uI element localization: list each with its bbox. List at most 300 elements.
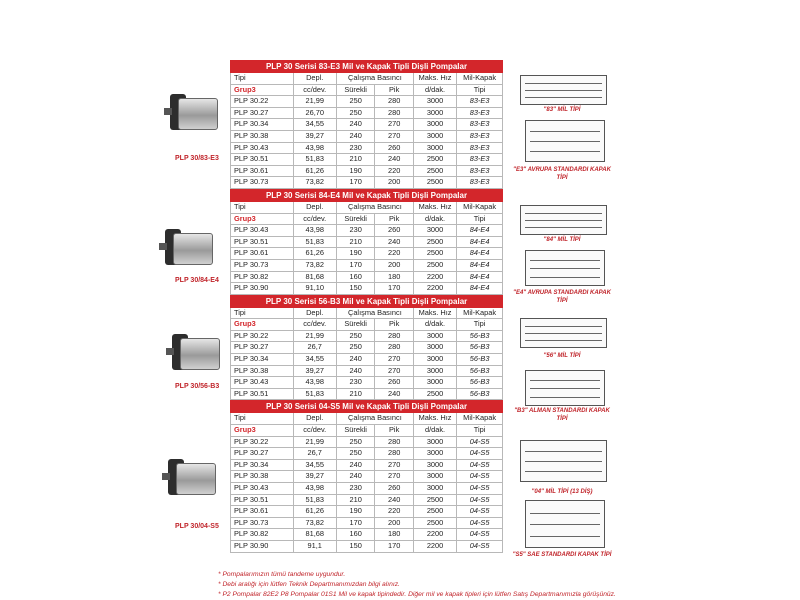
pump-label: PLP 30/56-B3 — [175, 383, 220, 390]
table-cell: 2500 — [413, 388, 456, 400]
dimension-line — [530, 380, 600, 381]
dimension-line — [525, 213, 602, 214]
table-cell: 3000 — [413, 342, 456, 354]
table-cell: 61,26 — [293, 506, 336, 518]
dimension-line — [530, 397, 600, 398]
table-cell: 56-B3 — [457, 365, 503, 377]
column-header: Maks. Hız — [413, 73, 456, 85]
table-cell: PLP 30.43 — [231, 142, 294, 154]
table-cell: PLP 30.61 — [231, 248, 294, 260]
sub-header: cc/dev. — [293, 213, 336, 225]
table-cell: PLP 30.27 — [231, 342, 294, 354]
table-cell: PLP 30.61 — [231, 165, 294, 177]
table-cell: 56-B3 — [457, 388, 503, 400]
table-cell: PLP 30.43 — [231, 483, 294, 495]
dimension-line — [530, 536, 600, 537]
table-cell: 3000 — [413, 330, 456, 342]
table-row — [231, 283, 503, 295]
section-title: PLP 30 Serisi 83-E3 Mil ve Kapak Tipli Dişli Pompalar — [231, 61, 503, 73]
table-row — [231, 342, 503, 354]
table-cell: 91,10 — [293, 283, 336, 295]
table-row — [231, 236, 503, 248]
table-row — [231, 388, 503, 400]
table-cell: 26,70 — [293, 107, 336, 119]
pump-body — [178, 98, 218, 130]
sub-header: d/dak. — [413, 84, 456, 96]
shaft-drawing — [520, 440, 607, 482]
sub-header: Grup3 — [231, 84, 294, 96]
table-cell: 170 — [336, 259, 375, 271]
table-cell: 260 — [375, 142, 414, 154]
table-cell: PLP 30.51 — [231, 388, 294, 400]
sub-header: Pik — [375, 84, 414, 96]
table-cell: PLP 30.38 — [231, 130, 294, 142]
drawing-caption: "56" MİL TİPİ — [543, 353, 581, 359]
note: * P2 Pompalar 82E2 P8 Pompalar 01S1 Mil ve kapak tipindedir. Diğer mil ve kapak tipleri için lütfen Satış Departmanımızla görüşünüz. — [218, 591, 616, 598]
sub-header: cc/dev. — [293, 319, 336, 331]
table-cell: 56-B3 — [457, 342, 503, 354]
table-cell: 240 — [336, 459, 375, 471]
dimension-line — [525, 461, 602, 462]
dimension-line — [525, 220, 602, 221]
drawing-caption: "B3" ALMAN STANDARDI KAPAK TİPİ — [514, 408, 610, 422]
shaft — [159, 243, 167, 250]
table-cell: 230 — [336, 225, 375, 237]
pump-photo — [172, 330, 224, 376]
table-cell: 73,82 — [293, 177, 336, 189]
table-cell: 230 — [336, 377, 375, 389]
table-cell: 83-E3 — [457, 130, 503, 142]
column-header: Depl. — [293, 413, 336, 425]
table-cell: 34,55 — [293, 354, 336, 366]
table-row — [231, 436, 503, 448]
note: * Pompalarımızın tümü tandeme uygundur. — [218, 571, 346, 578]
table-cell: 43,98 — [293, 483, 336, 495]
dimension-line — [525, 326, 602, 327]
drawing-caption: "84" MİL TİPİ — [543, 237, 581, 243]
table-cell: 150 — [336, 283, 375, 295]
table-cell: 83-E3 — [457, 142, 503, 154]
table-cell: PLP 30.90 — [231, 540, 294, 552]
table-cell: 83-E3 — [457, 177, 503, 189]
table-cell: 210 — [336, 494, 375, 506]
table-row — [231, 459, 503, 471]
table-cell: 2500 — [413, 236, 456, 248]
table-cell: 43,98 — [293, 225, 336, 237]
table-row — [231, 130, 503, 142]
table-cell: 2500 — [413, 259, 456, 271]
dimension-line — [525, 340, 602, 341]
table-cell: 04-S5 — [457, 448, 503, 460]
table-cell: 190 — [336, 165, 375, 177]
sub-header: d/dak. — [413, 425, 456, 437]
table-cell: 260 — [375, 483, 414, 495]
table-cell: 160 — [336, 271, 375, 283]
pump-label: PLP 30/84-E4 — [175, 277, 219, 284]
column-header: Mil-Kapak — [457, 413, 503, 425]
table-cell: 04-S5 — [457, 471, 503, 483]
shaft — [166, 348, 174, 355]
table-cell: 56-B3 — [457, 354, 503, 366]
table-cell: 3000 — [413, 377, 456, 389]
table-cell: 83-E3 — [457, 107, 503, 119]
table-cell: 200 — [375, 177, 414, 189]
column-header: Depl. — [293, 201, 336, 213]
dimension-line — [530, 277, 600, 278]
table-cell: 170 — [375, 540, 414, 552]
drawing-caption: "E4" AVRUPA STANDARDI KAPAK TİPİ — [513, 290, 611, 304]
table-cell: 280 — [375, 107, 414, 119]
table-cell: PLP 30.51 — [231, 494, 294, 506]
table-row — [231, 354, 503, 366]
table-row — [231, 248, 503, 260]
table-cell: PLP 30.27 — [231, 107, 294, 119]
table-cell: 2200 — [413, 540, 456, 552]
dimension-line — [525, 90, 602, 91]
column-header: Tipi — [231, 307, 294, 319]
pump-photo — [165, 225, 217, 271]
sub-header: cc/dev. — [293, 84, 336, 96]
column-header: Mil-Kapak — [457, 307, 503, 319]
table-cell: PLP 30.43 — [231, 225, 294, 237]
shaft-drawing — [520, 205, 607, 235]
table-row — [231, 154, 503, 166]
table-cell: 170 — [336, 177, 375, 189]
dimension-line — [530, 268, 600, 269]
cover-drawing — [525, 250, 605, 286]
table-cell: 84-E4 — [457, 225, 503, 237]
table-cell: 39,27 — [293, 365, 336, 377]
table-cell: 280 — [375, 436, 414, 448]
table-cell: 3000 — [413, 459, 456, 471]
table-cell: 3000 — [413, 96, 456, 108]
table-cell: PLP 30.22 — [231, 436, 294, 448]
table-cell: PLP 30.34 — [231, 459, 294, 471]
table-row — [231, 377, 503, 389]
table-cell: 280 — [375, 330, 414, 342]
table-row — [231, 119, 503, 131]
table-row — [231, 517, 503, 529]
table-cell: 51,83 — [293, 154, 336, 166]
table-cell: 2500 — [413, 494, 456, 506]
table-cell: 04-S5 — [457, 436, 503, 448]
table-cell: 250 — [336, 448, 375, 460]
sub-header: Sürekli — [336, 319, 375, 331]
table-cell: 180 — [375, 529, 414, 541]
table-cell: 220 — [375, 248, 414, 260]
table-cell: PLP 30.38 — [231, 365, 294, 377]
table-cell: 2200 — [413, 283, 456, 295]
dimension-line — [530, 151, 600, 152]
table-cell: 250 — [336, 330, 375, 342]
table-cell: 3000 — [413, 354, 456, 366]
table-cell: 3000 — [413, 119, 456, 131]
table-cell: PLP 30.73 — [231, 177, 294, 189]
dimension-line — [530, 513, 600, 514]
table-cell: 190 — [336, 248, 375, 260]
table-cell: 04-S5 — [457, 506, 503, 518]
table-cell: 26,7 — [293, 448, 336, 460]
sub-header: cc/dev. — [293, 425, 336, 437]
table-cell: 3000 — [413, 225, 456, 237]
table-cell: 240 — [375, 494, 414, 506]
table-cell: 270 — [375, 471, 414, 483]
table-cell: 170 — [336, 517, 375, 529]
section-title: PLP 30 Serisi 04-S5 Mil ve Kapak Tipli Dişli Pompalar — [231, 401, 503, 413]
table-cell: 230 — [336, 483, 375, 495]
table-cell: 260 — [375, 377, 414, 389]
column-header: Mil-Kapak — [457, 201, 503, 213]
column-header: Çalışma Basıncı — [336, 201, 413, 213]
section-title: PLP 30 Serisi 84-E4 Mil ve Kapak Tipli Dişli Pompalar — [231, 189, 503, 201]
table-cell: PLP 30.34 — [231, 354, 294, 366]
table-cell: 26,7 — [293, 342, 336, 354]
table-cell: 240 — [336, 119, 375, 131]
spec-table — [230, 295, 503, 401]
table-cell: PLP 30.51 — [231, 236, 294, 248]
cover-drawing — [525, 370, 605, 406]
table-cell: 83-E3 — [457, 96, 503, 108]
table-cell: 83-E3 — [457, 119, 503, 131]
table-row — [231, 448, 503, 460]
table-cell: 2500 — [413, 177, 456, 189]
dimension-line — [530, 141, 600, 142]
column-header: Depl. — [293, 307, 336, 319]
section-title: PLP 30 Serisi 56-B3 Mil ve Kapak Tipli Dişli Pompalar — [231, 295, 503, 307]
table-cell: 150 — [336, 540, 375, 552]
spec-tables — [230, 60, 503, 553]
sub-header: Sürekli — [336, 84, 375, 96]
table-cell: 200 — [375, 259, 414, 271]
dimension-line — [525, 471, 602, 472]
table-cell: 2200 — [413, 529, 456, 541]
table-cell: 34,55 — [293, 119, 336, 131]
table-cell: 39,27 — [293, 471, 336, 483]
shaft — [164, 108, 172, 115]
sub-header: Tipi — [457, 84, 503, 96]
shaft-drawing — [520, 75, 607, 105]
spec-table — [230, 400, 503, 552]
note: * Debi aralığı için lütfen Teknik Departmanımızdan bilgi alınız. — [218, 581, 400, 588]
table-cell: 3000 — [413, 448, 456, 460]
table-cell: 51,83 — [293, 388, 336, 400]
table-cell: 21,99 — [293, 436, 336, 448]
table-cell: 61,26 — [293, 248, 336, 260]
sub-header: Grup3 — [231, 425, 294, 437]
sub-header: Tipi — [457, 319, 503, 331]
table-cell: 160 — [336, 529, 375, 541]
table-cell: 250 — [336, 107, 375, 119]
table-cell: 2500 — [413, 506, 456, 518]
sub-header: Grup3 — [231, 213, 294, 225]
table-cell: 81,68 — [293, 529, 336, 541]
column-header: Çalışma Basıncı — [336, 413, 413, 425]
table-cell: 270 — [375, 130, 414, 142]
table-cell: PLP 30.61 — [231, 506, 294, 518]
table-row — [231, 107, 503, 119]
dimension-line — [525, 83, 602, 84]
table-cell: PLP 30.73 — [231, 259, 294, 271]
table-cell: PLP 30.51 — [231, 154, 294, 166]
table-cell: 73,82 — [293, 517, 336, 529]
table-cell: 3000 — [413, 107, 456, 119]
sub-header: Sürekli — [336, 425, 375, 437]
table-cell: 39,27 — [293, 130, 336, 142]
table-row — [231, 506, 503, 518]
table-cell: 21,99 — [293, 96, 336, 108]
drawing-caption: "83" MİL TİPİ — [543, 107, 581, 113]
table-cell: 56-B3 — [457, 330, 503, 342]
table-cell: 43,98 — [293, 377, 336, 389]
table-cell: 51,83 — [293, 236, 336, 248]
table-cell: PLP 30.90 — [231, 283, 294, 295]
drawing-caption: "S5" SAE STANDARDI KAPAK TİPİ — [512, 552, 612, 558]
column-header: Mil-Kapak — [457, 73, 503, 85]
table-cell: 280 — [375, 448, 414, 460]
pump-label: PLP 30/04-S5 — [175, 523, 219, 530]
table-cell: 84-E4 — [457, 248, 503, 260]
table-cell: 04-S5 — [457, 517, 503, 529]
table-row — [231, 177, 503, 189]
table-cell: 84-E4 — [457, 259, 503, 271]
shaft-drawing — [520, 318, 607, 348]
sub-header: Tipi — [457, 425, 503, 437]
table-cell: 250 — [336, 436, 375, 448]
sub-header: Grup3 — [231, 319, 294, 331]
table-cell: 240 — [375, 154, 414, 166]
table-row — [231, 225, 503, 237]
table-cell: 3000 — [413, 130, 456, 142]
column-header: Tipi — [231, 413, 294, 425]
dimension-line — [530, 131, 600, 132]
sub-header: Sürekli — [336, 213, 375, 225]
table-cell: PLP 30.82 — [231, 529, 294, 541]
table-row — [231, 471, 503, 483]
table-cell: 230 — [336, 142, 375, 154]
table-cell: 270 — [375, 354, 414, 366]
dimension-line — [530, 388, 600, 389]
table-cell: 3000 — [413, 365, 456, 377]
table-cell: 91,1 — [293, 540, 336, 552]
table-cell: 2500 — [413, 165, 456, 177]
table-cell: 200 — [375, 517, 414, 529]
table-cell: 84-E4 — [457, 236, 503, 248]
table-cell: 04-S5 — [457, 529, 503, 541]
table-cell: 04-S5 — [457, 540, 503, 552]
dimension-line — [530, 524, 600, 525]
column-header: Tipi — [231, 201, 294, 213]
column-header: Tipi — [231, 73, 294, 85]
shaft — [162, 473, 170, 480]
table-cell: 240 — [336, 130, 375, 142]
table-cell: 2500 — [413, 248, 456, 260]
table-row — [231, 529, 503, 541]
table-cell: 2500 — [413, 154, 456, 166]
table-cell: 270 — [375, 459, 414, 471]
table-cell: 260 — [375, 225, 414, 237]
table-cell: 210 — [336, 236, 375, 248]
table-cell: 240 — [336, 354, 375, 366]
table-cell: 3000 — [413, 483, 456, 495]
table-cell: 270 — [375, 365, 414, 377]
table-cell: 84-E4 — [457, 283, 503, 295]
sub-header: Tipi — [457, 213, 503, 225]
table-cell: 51,83 — [293, 494, 336, 506]
table-cell: 34,55 — [293, 459, 336, 471]
table-cell: 04-S5 — [457, 494, 503, 506]
table-row — [231, 165, 503, 177]
cover-drawing — [525, 120, 605, 162]
table-row — [231, 96, 503, 108]
spec-table — [230, 189, 503, 295]
table-cell: PLP 30.73 — [231, 517, 294, 529]
pump-body — [180, 338, 220, 370]
dimension-line — [525, 227, 602, 228]
table-cell: 240 — [336, 365, 375, 377]
drawing-caption: "04" MİL TİPİ (13 DİŞ) — [531, 489, 593, 495]
table-cell: 180 — [375, 271, 414, 283]
table-cell: 83-E3 — [457, 154, 503, 166]
table-row — [231, 494, 503, 506]
pump-body — [173, 233, 213, 265]
table-cell: 240 — [375, 236, 414, 248]
table-cell: PLP 30.22 — [231, 96, 294, 108]
column-header: Maks. Hız — [413, 307, 456, 319]
table-cell: 04-S5 — [457, 483, 503, 495]
table-cell: 83-E3 — [457, 165, 503, 177]
dimension-line — [525, 333, 602, 334]
table-cell: 3000 — [413, 471, 456, 483]
table-cell: 21,99 — [293, 330, 336, 342]
table-cell: PLP 30.22 — [231, 330, 294, 342]
column-header: Çalışma Basıncı — [336, 73, 413, 85]
pump-photo — [170, 90, 222, 136]
table-row — [231, 483, 503, 495]
table-cell: 04-S5 — [457, 459, 503, 471]
table-cell: 270 — [375, 119, 414, 131]
table-cell: 240 — [336, 471, 375, 483]
column-header: Maks. Hız — [413, 201, 456, 213]
table-cell: 210 — [336, 154, 375, 166]
column-header: Maks. Hız — [413, 413, 456, 425]
table-cell: PLP 30.43 — [231, 377, 294, 389]
dimension-line — [525, 451, 602, 452]
sub-header: Pik — [375, 425, 414, 437]
table-cell: 250 — [336, 342, 375, 354]
table-cell: 61,26 — [293, 165, 336, 177]
dimension-line — [530, 260, 600, 261]
table-cell: 170 — [375, 283, 414, 295]
table-cell: PLP 30.38 — [231, 471, 294, 483]
table-cell: 250 — [336, 96, 375, 108]
column-header: Depl. — [293, 73, 336, 85]
sub-header: Pik — [375, 213, 414, 225]
table-row — [231, 142, 503, 154]
cover-drawing — [525, 500, 605, 548]
pump-label: PLP 30/83-E3 — [175, 155, 219, 162]
table-row — [231, 365, 503, 377]
table-cell: 220 — [375, 506, 414, 518]
dimension-line — [525, 97, 602, 98]
spec-table — [230, 60, 503, 189]
table-row — [231, 540, 503, 552]
table-cell: 2500 — [413, 517, 456, 529]
table-row — [231, 330, 503, 342]
table-cell: PLP 30.27 — [231, 448, 294, 460]
pump-body — [176, 463, 216, 495]
table-cell: 190 — [336, 506, 375, 518]
sub-header: d/dak. — [413, 213, 456, 225]
